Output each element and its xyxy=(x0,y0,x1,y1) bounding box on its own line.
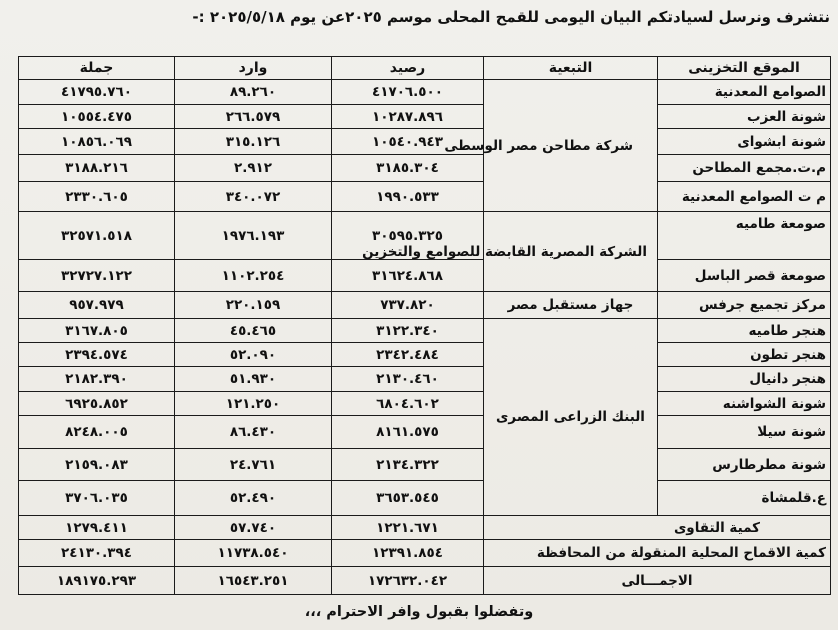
incoming-cell: ١٩٧٦.١٩٣ xyxy=(175,212,332,260)
total-cell: ٢٣٣٠.٦٠٥ xyxy=(19,182,175,212)
balance-cell: ١٠٢٨٧.٨٩٦ xyxy=(332,105,484,129)
table-row xyxy=(19,182,831,212)
site-cell: هنجر دانيال xyxy=(658,367,831,392)
balance-cell: ٣٠٥٩٥.٣٢٥ xyxy=(332,212,484,260)
site-cell: هنجر طاميه xyxy=(658,319,831,343)
balance-cell: ٧٣٧.٨٢٠ xyxy=(332,292,484,319)
incoming-cell: ٣١٥.١٢٦ xyxy=(175,129,332,155)
total-cell: ١٠٥٥٤.٤٧٥ xyxy=(19,105,175,129)
balance-cell: ١٩٩٠.٥٣٣ xyxy=(332,182,484,212)
balance-cell: ١٧٢٦٣٢.٠٤٢ xyxy=(332,567,484,595)
balance-cell: ٢١٣٤.٣٢٢ xyxy=(332,449,484,481)
incoming-cell: ٢.٩١٢ xyxy=(175,155,332,182)
incoming-cell: ٢٦٦.٥٧٩ xyxy=(175,105,332,129)
total-cell: ٣٢٧٢٧.١٢٢ xyxy=(19,260,175,292)
table-row xyxy=(19,155,831,182)
incoming-cell: ٨٩.٢٦٠ xyxy=(175,80,332,105)
balance-cell: ٨١٦١.٥٧٥ xyxy=(332,416,484,449)
table-row xyxy=(19,129,831,155)
total-cell: ٢١٨٢.٣٩٠ xyxy=(19,367,175,392)
balance-cell: ٣١٢٢.٣٤٠ xyxy=(332,319,484,343)
incoming-cell: ١١٧٣٨.٥٤٠ xyxy=(175,540,332,567)
balance-cell: ٣٦٥٣.٥٤٥ xyxy=(332,481,484,516)
affiliation-future: جهاز مستقبل مصر xyxy=(484,292,658,319)
balance-cell: ٤١٧٠٦.٥٠٠ xyxy=(332,80,484,105)
column-header-incoming: وارد xyxy=(175,57,332,80)
grand-total-label: الاجمـــالى xyxy=(484,567,831,595)
table-row xyxy=(19,367,831,392)
transferred-row xyxy=(19,540,831,567)
site-cell: هنجر تطون xyxy=(658,343,831,367)
balance-cell: ٢١٣٠.٤٦٠ xyxy=(332,367,484,392)
incoming-cell: ١٢١.٢٥٠ xyxy=(175,392,332,416)
site-cell: صومعة قصر الباسل xyxy=(658,260,831,292)
incoming-cell: ٥٢.٠٩٠ xyxy=(175,343,332,367)
total-cell: ٤١٧٩٥.٧٦٠ xyxy=(19,80,175,105)
total-cell: ٢٣٩٤.٥٧٤ xyxy=(19,343,175,367)
incoming-cell: ٥١.٩٣٠ xyxy=(175,367,332,392)
balance-cell: ٣١٦٢٤.٨٦٨ xyxy=(332,260,484,292)
incoming-cell: ٣٤٠.٠٧٢ xyxy=(175,182,332,212)
site-cell: م ت الصوامع المعدنية xyxy=(658,182,831,212)
column-header-site: الموقع التخزينى xyxy=(658,57,831,80)
column-header-total: جملة xyxy=(19,57,175,80)
seeds-label: كمية التقاوى xyxy=(484,516,831,540)
table-row xyxy=(19,80,831,105)
total-cell: ٢٤١٣٠.٣٩٤ xyxy=(19,540,175,567)
affiliation-bank: البنك الزراعى المصرى xyxy=(484,319,658,516)
balance-cell: ٦٨٠٤.٦٠٢ xyxy=(332,392,484,416)
site-cell: شونة مطرطارس xyxy=(658,449,831,481)
incoming-cell: ١١٠٢.٢٥٤ xyxy=(175,260,332,292)
total-cell: ٦٩٢٥.٨٥٢ xyxy=(19,392,175,416)
total-cell: ١٢٧٩.٤١١ xyxy=(19,516,175,540)
site-cell: ع.قلمشاة xyxy=(658,481,831,516)
site-cell: مركز تجميع جرفس xyxy=(658,292,831,319)
incoming-cell: ٥٢.٤٩٠ xyxy=(175,481,332,516)
balance-cell: ١٠٥٤٠.٩٤٣ xyxy=(332,129,484,155)
table-row xyxy=(19,392,831,416)
balance-cell: ١٢٣٩١.٨٥٤ xyxy=(332,540,484,567)
site-cell: شونة الشواشنه xyxy=(658,392,831,416)
table-row xyxy=(19,260,831,292)
seeds-row xyxy=(19,516,831,540)
affiliation-holding: الشركة المصرية القابضة للصوامع والتخزين xyxy=(484,212,658,292)
wheat-report-table xyxy=(18,56,831,595)
grand-total-row xyxy=(19,567,831,595)
site-cell: شونة ابشواى xyxy=(658,129,831,155)
total-cell: ٣٧٠٦.٠٣٥ xyxy=(19,481,175,516)
total-cell: ٩٥٧.٩٧٩ xyxy=(19,292,175,319)
column-header-balance: رصيد xyxy=(332,57,484,80)
incoming-cell: ٢٢٠.١٥٩ xyxy=(175,292,332,319)
total-cell: ٢١٥٩.٠٨٣ xyxy=(19,449,175,481)
affiliation-mills: شركة مطاحن مصر الوسطى xyxy=(484,80,658,212)
site-cell: صومعة طاميه xyxy=(658,212,831,260)
table-row xyxy=(19,292,831,319)
transferred-label: كمية الاقماح المحلية المنقولة من المحافظة xyxy=(484,540,831,567)
incoming-cell: ٥٧.٧٤٠ xyxy=(175,516,332,540)
incoming-cell: ٢٤.٧٦١ xyxy=(175,449,332,481)
total-cell: ٨٢٤٨.٠٠٥ xyxy=(19,416,175,449)
site-cell: الصوامع المعدنية xyxy=(658,80,831,105)
column-header-affiliation: التبعية xyxy=(484,57,658,80)
site-cell: شونة العزب xyxy=(658,105,831,129)
table-row xyxy=(19,449,831,481)
table-row xyxy=(19,212,831,260)
table-row xyxy=(19,481,831,516)
table-row xyxy=(19,343,831,367)
site-cell: شونة سيلا xyxy=(658,416,831,449)
site-cell: م.ت.مجمع المطاحن xyxy=(658,155,831,182)
closing-text: وتفضلوا بقبول وافر الاحترام ،،، xyxy=(304,604,534,620)
total-cell: ٣١٦٧.٨٠٥ xyxy=(19,319,175,343)
balance-cell: ٣١٨٥.٣٠٤ xyxy=(332,155,484,182)
balance-cell: ٢٣٤٢.٤٨٤ xyxy=(332,343,484,367)
table-header-row xyxy=(19,57,831,80)
total-cell: ٣٢٥٧١.٥١٨ xyxy=(19,212,175,260)
incoming-cell: ٤٥.٤٦٥ xyxy=(175,319,332,343)
total-cell: ٣١٨٨.٢١٦ xyxy=(19,155,175,182)
table-row xyxy=(19,319,831,343)
incoming-cell: ١٦٥٤٣.٢٥١ xyxy=(175,567,332,595)
total-cell: ١٠٨٥٦.٠٦٩ xyxy=(19,129,175,155)
table-row xyxy=(19,416,831,449)
table-row xyxy=(19,105,831,129)
balance-cell: ١٢٢١.٦٧١ xyxy=(332,516,484,540)
incoming-cell: ٨٦.٤٣٠ xyxy=(175,416,332,449)
total-cell: ١٨٩١٧٥.٢٩٣ xyxy=(19,567,175,595)
intro-text: نتشرف ونرسل لسيادتكم البيان اليومى للقمح المحلى موسم ٢٠٢٥عن يوم ٢٠٢٥/٥/١٨ :- xyxy=(192,8,830,26)
